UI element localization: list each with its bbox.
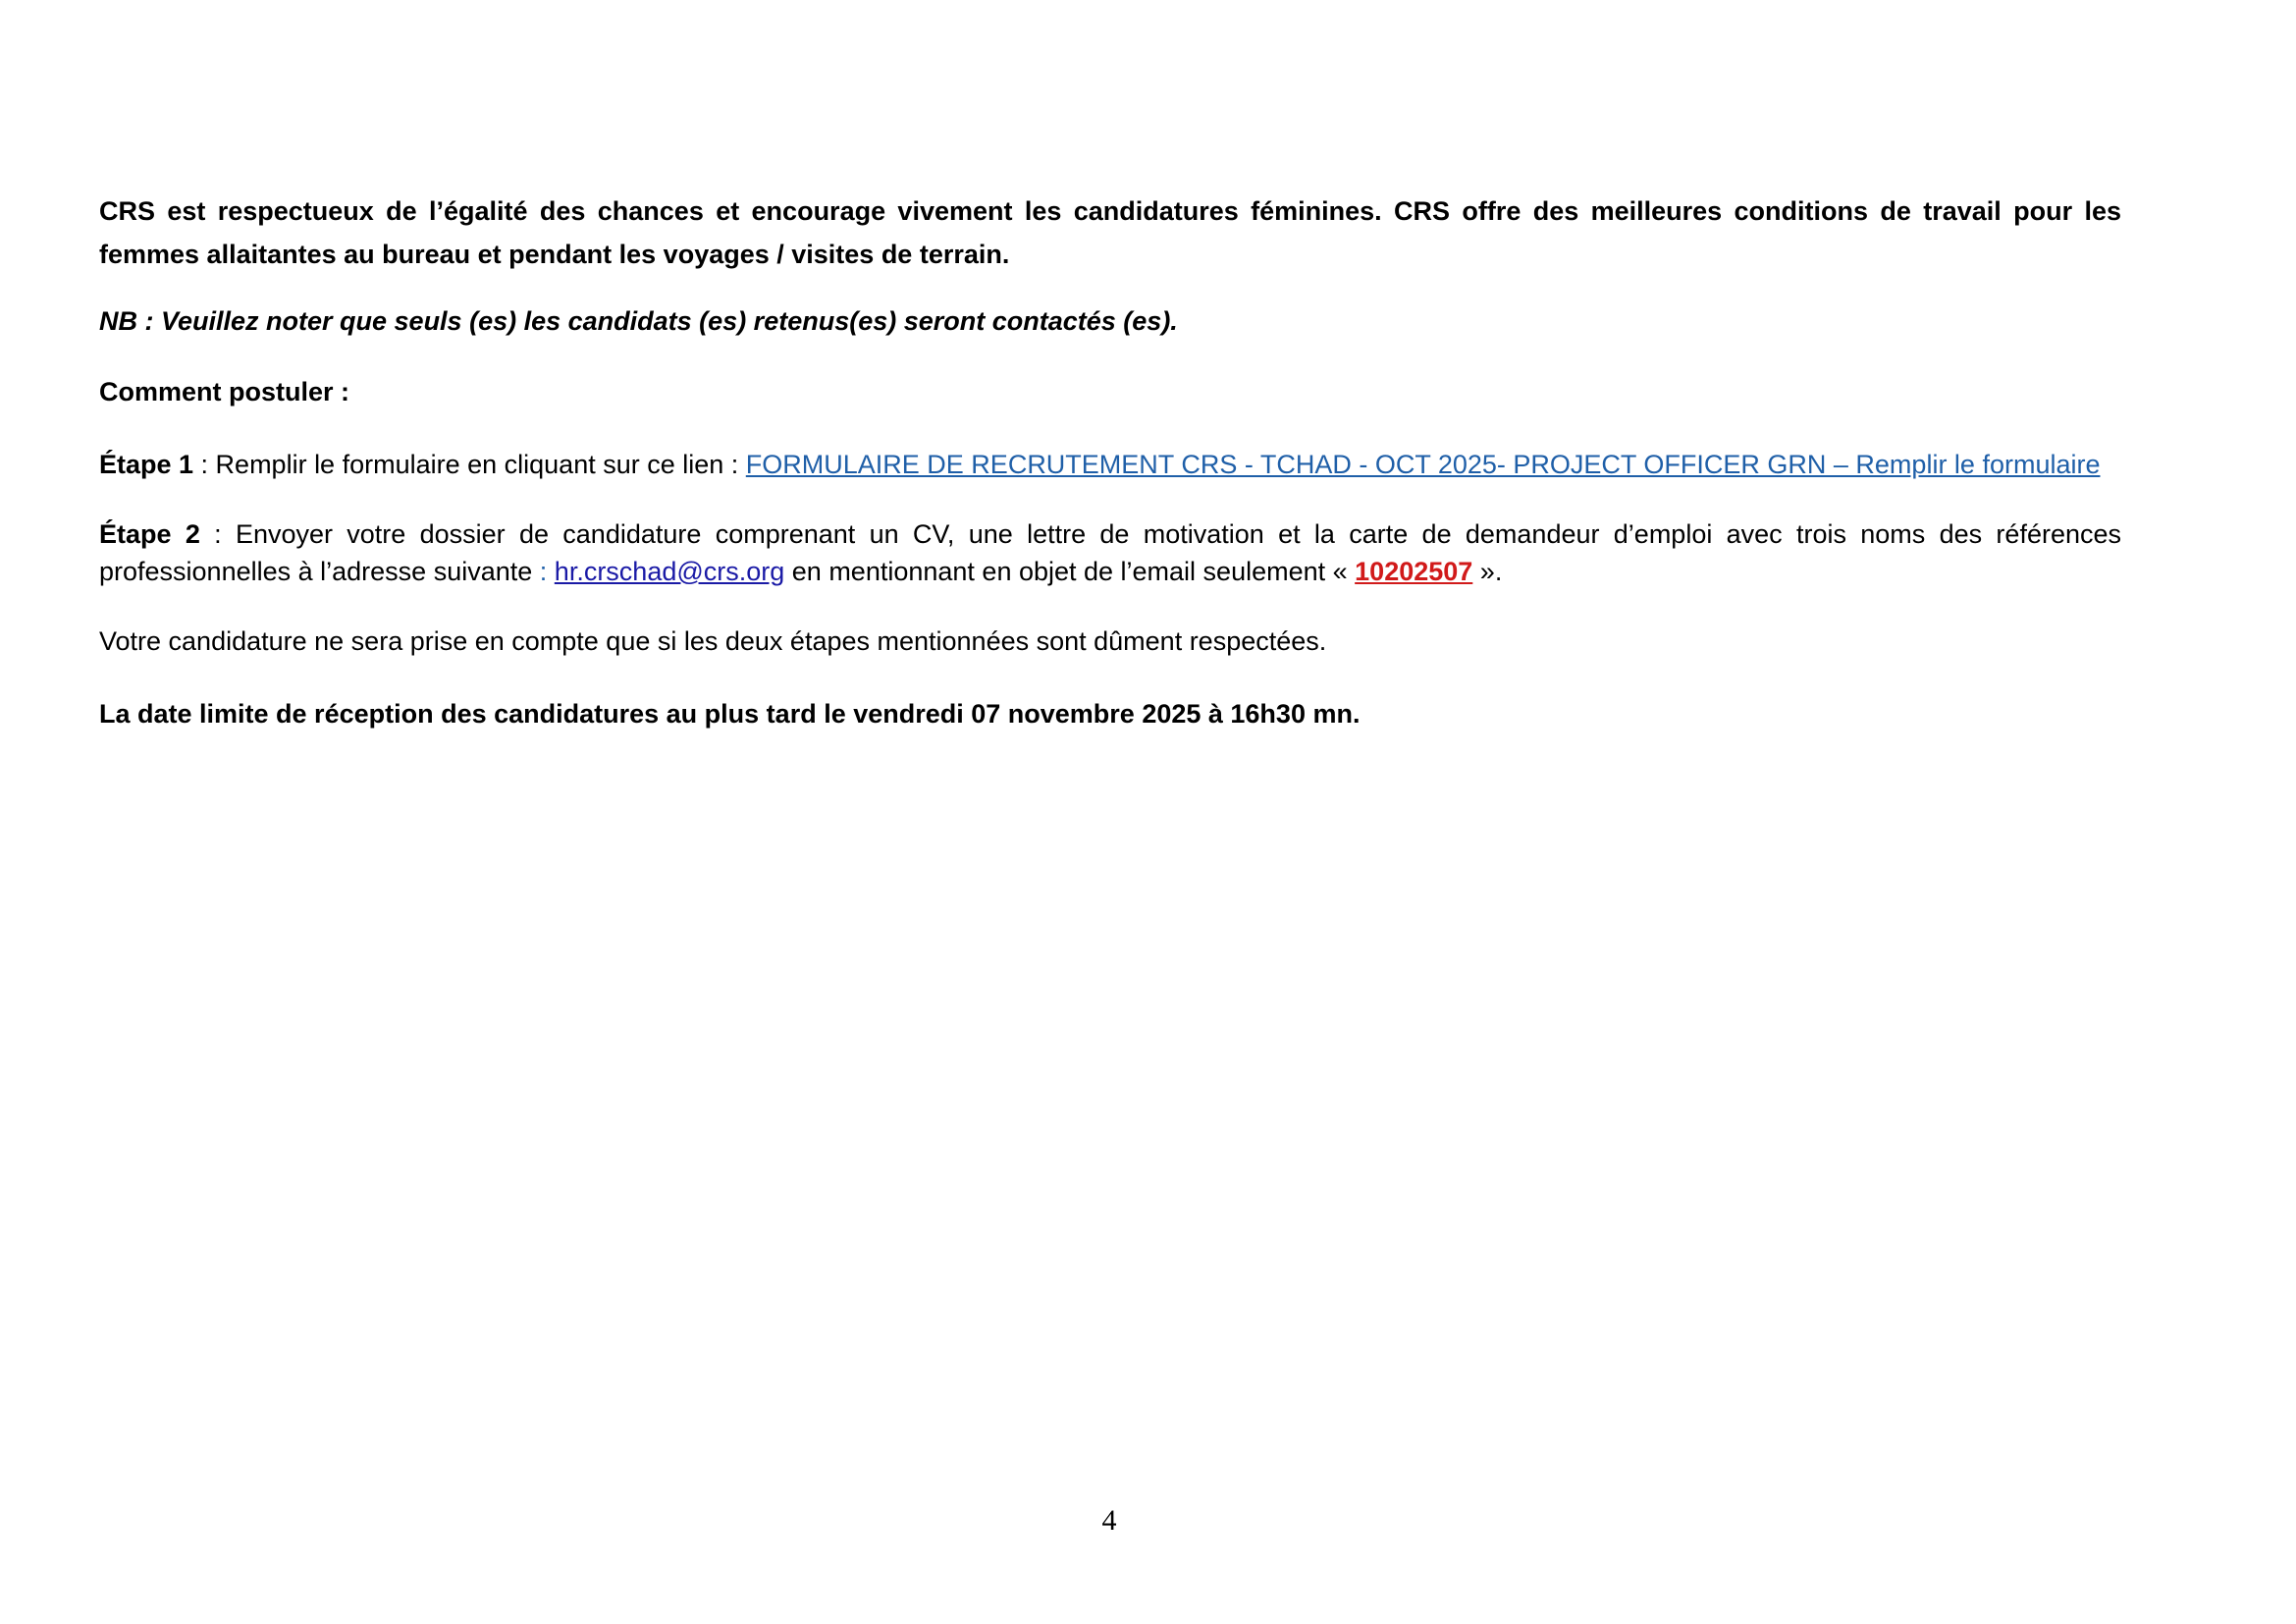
step-2-paragraph [99,515,2121,590]
step-2-text: : Envoyer votre dossier de candidature comprenant un CV, une lettre de motivation et la carte de demandeur d’emploi avec trois noms des références professionnelles à l’adresse suivante [99,519,2121,586]
document-body [99,189,2121,735]
step-2-colon: : [539,557,548,586]
equal-opportunity-paragraph: CRS est respectueux de l’égalité des chances et encourage vivement les candidatures féminines. CRS offre des meilleures conditions de travail pour les femmes allaitantes au bureau et pendant les voyages / visites de terrain. [99,196,2121,269]
reference-code: 10202507 [1355,557,1473,586]
step-1-label: Étape 1 [99,450,194,479]
step-1-paragraph [99,443,2121,486]
validity-note: Votre candidature ne sera prise en compte que si les deux étapes mentionnées sont dûment respectées. [99,626,1327,656]
deadline-paragraph: La date limite de réception des candidatures au plus tard le vendredi 07 novembre 2025 à 16h30 mn. [99,699,1361,729]
nb-note: NB : Veuillez noter que seuls (es) les candidats (es) retenus(es) seront contactés (es). [99,306,1178,336]
how-to-apply-heading: Comment postuler : [99,377,350,406]
step-2-label: Étape 2 [99,519,200,549]
step-2-closing-text: ». [1472,557,1503,586]
page-number: 4 [1101,1504,1117,1537]
recruitment-form-link[interactable]: FORMULAIRE DE RECRUTEMENT CRS - TCHAD - OCT 2025- PROJECT OFFICER GRN – Remplir le formulaire [745,450,2101,479]
email-link[interactable]: hr.crschad@crs.org [554,557,785,586]
step-1-text: : Remplir le formulaire en cliquant sur ce lien : [193,450,746,479]
step-2-subject-text: en mentionnant en objet de l’email seulement « [784,557,1356,586]
